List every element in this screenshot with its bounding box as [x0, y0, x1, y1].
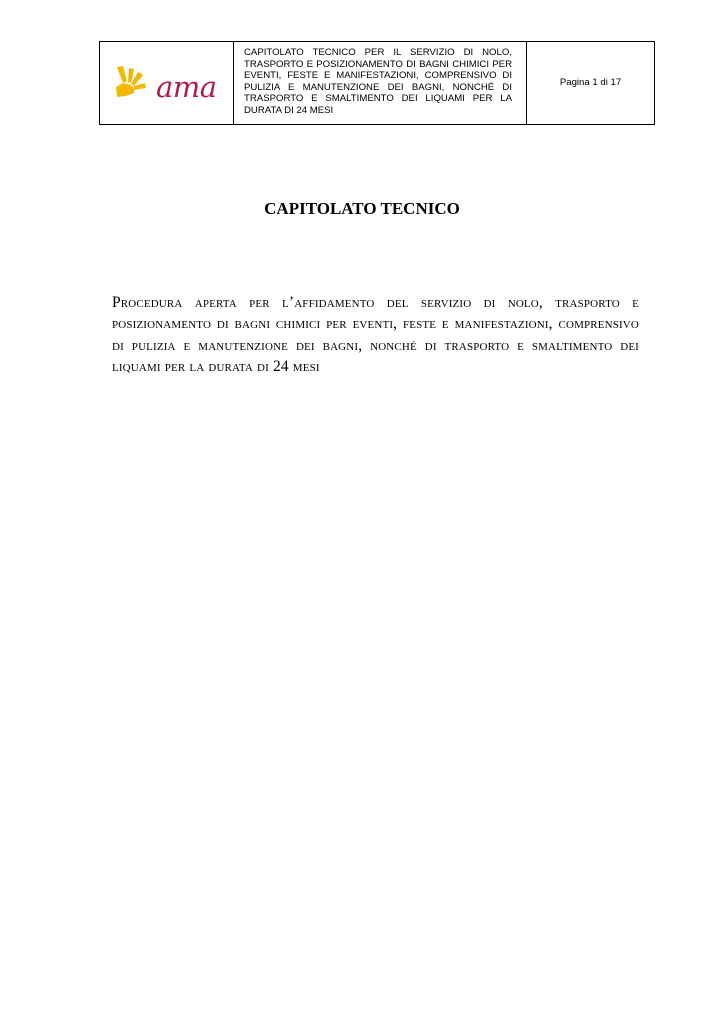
hand-rays-icon [114, 64, 154, 104]
header-title-cell [234, 42, 527, 125]
page-number: Pagina 1 di 17 [559, 77, 622, 88]
logo-cell [100, 42, 234, 125]
page-number-cell [527, 42, 655, 125]
header-title: CAPITOLATO TECNICO PER IL SERVIZIO DI NOLO, TRASPORTO E POSIZIONAMENTO DI BAGNI CHIMICI PER EVENTI, FESTE E MANIFESTAZIONI, COMPRENSIVO DI PULIZIA E MANUTENZIONE DEI BAGNI, NONCHÉ DI TRASPORTO E SMALTIMENTO DEI LIQUAMI PER LA DURATA DI 24 MESI [244, 47, 512, 116]
document-title: CAPITOLATO TECNICO [264, 199, 460, 218]
document-header [99, 41, 655, 125]
logo-text: ama [156, 70, 217, 104]
document-subject: Procedura aperta per l’affidamento del servizio di nolo, trasporto e posizionamento di bagni chimici per eventi, feste e manifestazioni, comprensivo di pulizia e manutenzione dei bagni, nonché di trasporto e smaltimento dei liquami per la durata di 24 mesi [112, 293, 639, 375]
ama-logo [114, 64, 218, 104]
